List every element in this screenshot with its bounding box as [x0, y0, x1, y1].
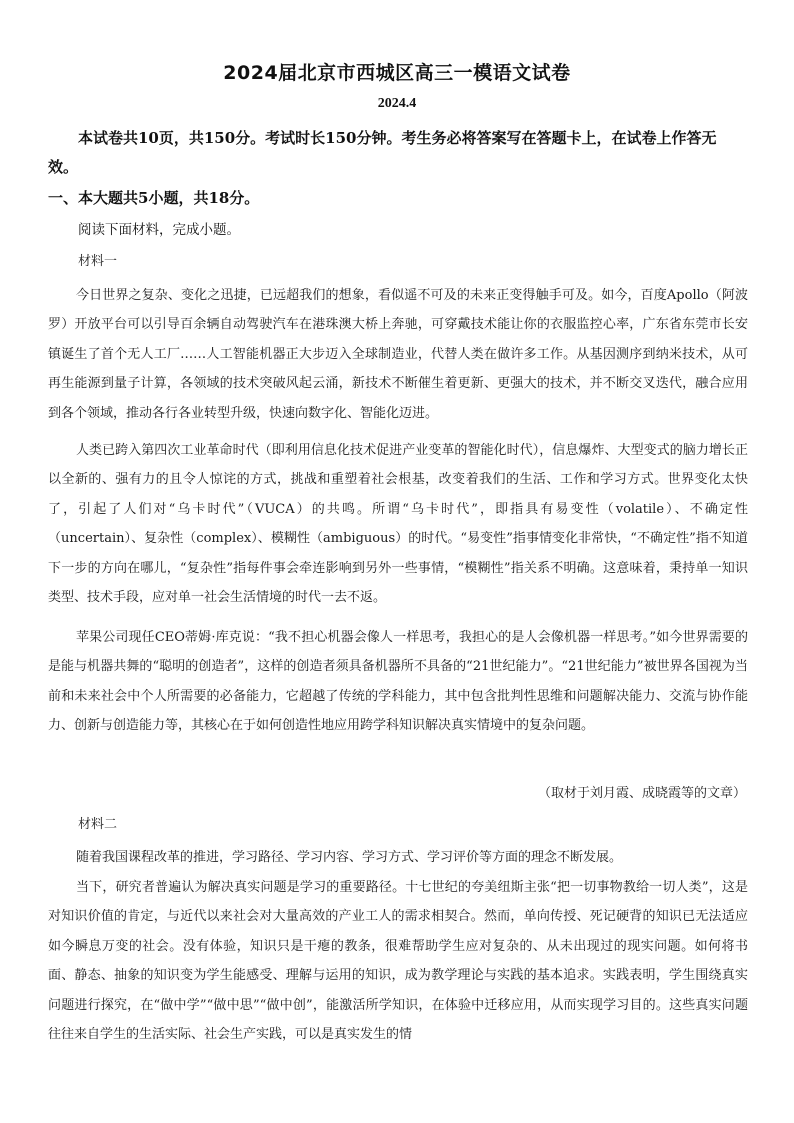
- material-two-paragraph: 当下，研究者普遍认为解决真实问题是学习的重要路径。十七世纪的夸美纽斯主张“把一切事物教给一切人类”，这是对知识价值的肯定，与近代以来社会对大量高效的产业工人的需求相契合。然而，单向传授、死记硬背的知识已无法适应如今瞬息万变的社会。没有体验，知识只是干瘪的教条，很难帮助学生应对复杂的、从未出现过的现实问题。如何将书面、静态、抽象的知识变为学生能感受、理解与运用的知识，成为教学理论与实践的基本追求。实践表明，学生围绕真实问题进行探究，在“做中学”“做中思”“做中创”，能激活所学知识，在体验中迁移应用，从而实现学习目的。这些真实问题往往来自学生的生活实际、社会生产实践，可以是真实发生的情: [48, 880, 748, 1043]
- document-date: 2024.4: [377, 96, 417, 111]
- material-two-paragraph: 随着我国课程改革的推进，学习路径、学习内容、学习方式、学习评价等方面的理念不断发展。: [76, 850, 623, 865]
- exam-instructions: 本试卷共10页，共150分。考试时长150分钟。考生务必将答案写在答题卡上，在试卷上作答无效。: [48, 129, 717, 176]
- material-one-label: 材料一: [78, 254, 118, 269]
- section-heading: 一、本大题共5小题，共18分。: [48, 189, 260, 207]
- material-one-paragraph: 今日世界之复杂、变化之迅捷，已远超我们的想象，看似遥不可及的未来正变得触手可及。如今，百度Apollo（阿波罗）开放平台可以引导百余辆自动驾驶汽车在港珠澳大桥上奔驰，可穿戴技术能让你的衣服监控心率，广东省东莞市长安镇诞生了首个无人工厂……人工智能机器正大步迈入全球制造业，代替人类在做许多工作。从基因测序到纳米技术，从可再生能源到量子计算，各领域的技术突破风起云涌，新技术不断催生着更新、更强大的技术，并不断交叉迭代，融合应用到各个领域，推动各行各业转型升级，快速向数字化、智能化迈进。: [48, 288, 748, 421]
- reading-instruction: 阅读下面材料，完成小题。: [78, 222, 240, 238]
- material-two-label: 材料二: [78, 817, 118, 832]
- material-one-source: （取材于刘月霞、成晓霞等的文章）: [537, 786, 746, 801]
- document-title: 2024届北京市西城区高三一模语文试卷: [223, 62, 571, 84]
- material-one-paragraph: 人类已跨入第四次工业革命时代（即利用信息化技术促进产业变革的智能化时代），信息爆炸、大型变式的脑力增长正以全新的、强有力的且令人惊诧的方式，挑战和重塑着社会根基，改变着我们的生活、工作和学习方式。世界变化太快了，引起了人们对“乌卡时代”（VUCA）的共鸣。所谓“乌卡时代”，即指具有易变性（volatile）、不确定性（uncertain）、复杂性（complex）、模糊性（ambiguous）的时代。“易变性”指事情变化非常快，“不确定性”指不知道下一步的方向在哪儿，“复杂性”指每件事会牵连影响到另外一些事情，“模糊性”指关系不明确。这意味着，秉持单一知识类型、技术手段，应对单一社会生活情境的时代一去不返。: [48, 443, 748, 606]
- material-one-paragraph: 苹果公司现任CEO蒂姆·库克说：“我不担心机器会像人一样思考，我担心的是人会像机器一样思考。”如今世界需要的是能与机器共舞的“聪明的创造者”，这样的创造者须具备机器所不具备的“21世纪能力”。“21世纪能力”被世界各国视为当前和未来社会中个人所需要的必备能力，它超越了传统的学科能力，其中包含批判性思维和问题解决能力、交流与协作能力、创新与创造能力等，其核心在于如何创造性地应用跨学科知识解决真实情境中的复杂问题。: [48, 630, 748, 734]
